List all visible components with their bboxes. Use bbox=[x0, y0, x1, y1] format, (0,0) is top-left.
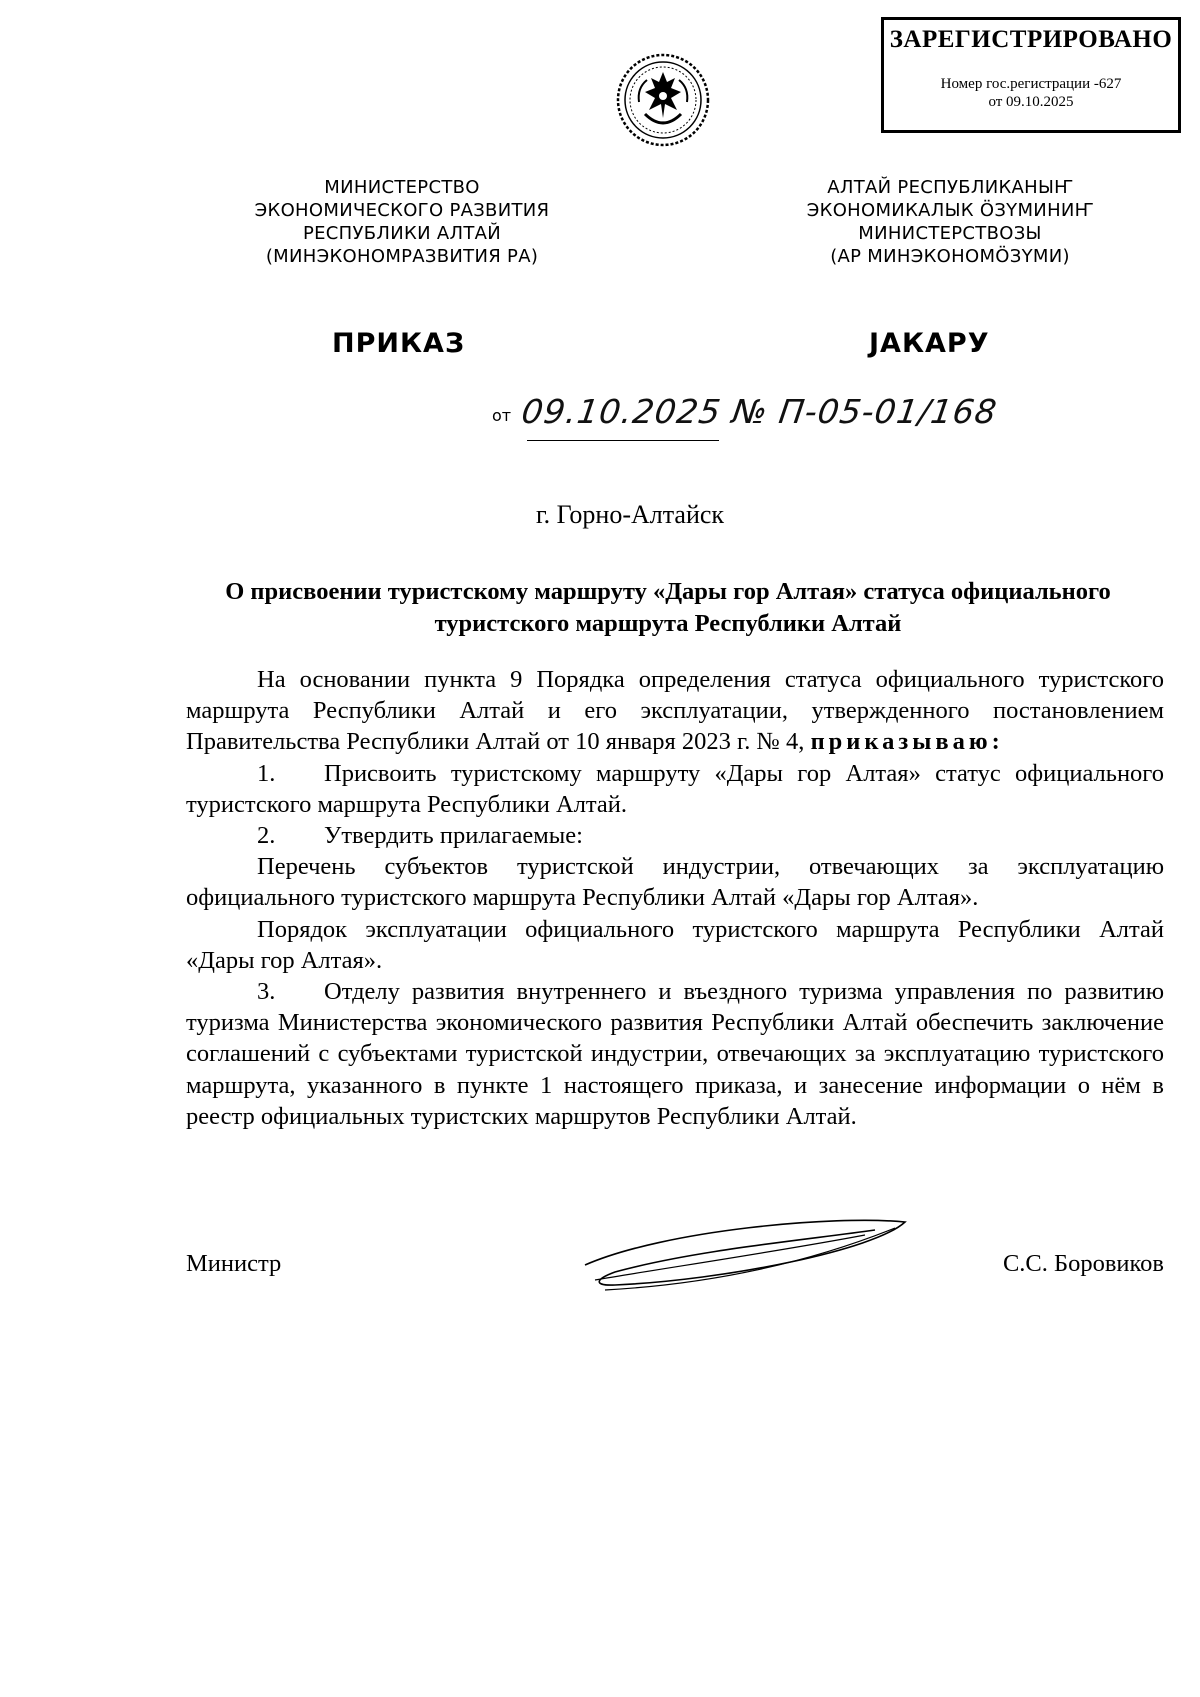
item-2-text: Утвердить прилагаемые: bbox=[324, 822, 583, 850]
registration-title: ЗАРЕГИСТРИРОВАНО bbox=[889, 26, 1173, 53]
order-date-number-handwritten: 09.10.2025 № П-05-01/168 bbox=[519, 392, 1000, 431]
item-1 bbox=[186, 758, 1164, 820]
item-3-text: Отделу развития внутреннего и въездного туризма управления по развитию туризма Министерства экономического развития Республики Алтай обеспечить заключение соглашений с субъектами туристской индустрии, отвечающих за эксплуатацию туристского маршрута, указанного в пункте 1 настоящего приказа, и занесение информации о нём в реестр официальных туристских маршрутов Республики Алтай. bbox=[186, 978, 1164, 1130]
intro-paragraph bbox=[186, 664, 1164, 758]
registration-stamp bbox=[881, 17, 1181, 133]
item-1-number: 1. bbox=[257, 759, 276, 787]
ministry-name-russian bbox=[200, 176, 604, 268]
org-left-line4: (МИНЭКОНОМРАЗВИТИЯ РА) bbox=[265, 246, 539, 267]
item-2-sub-1: Перечень субъектов туристской индустрии, отвечающих за эксплуатацию официального туристского маршрута Республики Алтай «Дары гор Алтая». bbox=[186, 853, 1164, 912]
order-heading-altai: JАКАРУ bbox=[869, 328, 990, 359]
item-2-number: 2. bbox=[257, 822, 276, 850]
registration-date: от 09.10.2025 bbox=[988, 94, 1074, 110]
order-date-underline bbox=[527, 440, 719, 441]
org-right-line2: ЭКОНОМИКАЛЫК ÖЗҮМИНИҤ bbox=[806, 200, 1094, 221]
registration-number: Номер гос.регистрации -627 bbox=[940, 76, 1122, 92]
intro-command: приказываю: bbox=[810, 728, 1004, 756]
document-title-line1: О присвоении туристскому маршруту «Дары гор Алтая» статуса официального bbox=[225, 578, 1111, 605]
item-3 bbox=[186, 976, 1164, 1132]
document-title bbox=[184, 576, 1152, 640]
ministry-name-altai bbox=[757, 176, 1143, 268]
org-right-line1: АЛТАЙ РЕСПУБЛИКАНЫҤ bbox=[827, 177, 1073, 198]
signer-name: С.С. Боровиков bbox=[1002, 1250, 1164, 1277]
org-left-line2: ЭКОНОМИЧЕСКОГО РАЗВИТИЯ bbox=[254, 200, 550, 221]
org-right-line4: (АР МИНЭКОНОМÖЗҮМИ) bbox=[830, 246, 1070, 267]
org-right-line3: МИНИСТЕРСТВОЗЫ bbox=[858, 223, 1042, 244]
item-2 bbox=[186, 820, 1164, 851]
document-title-line2: туристского маршрута Республики Алтай bbox=[434, 610, 902, 637]
item-3-number: 3. bbox=[257, 978, 276, 1006]
coat-of-arms-emblem bbox=[615, 52, 711, 148]
city-name: г. Горно-Алтайск bbox=[535, 500, 725, 529]
signer-position: Министр bbox=[186, 1250, 282, 1277]
org-left-line3: РЕСПУБЛИКИ АЛТАЙ bbox=[302, 223, 502, 244]
intro-text: На основании пункта 9 Порядка определения статуса официального туристского маршрута Республики Алтай и его эксплуатации, утвержденного постановлением Правительства Республики Алтай от 10 января 2023 г. № 4, bbox=[186, 666, 1164, 756]
handwritten-signature bbox=[575, 1210, 915, 1302]
order-heading-russian: ПРИКАЗ bbox=[332, 328, 466, 359]
item-2-sub-2: Порядок эксплуатации официального туристского маршрута Республики Алтай «Дары гор Алтая». bbox=[186, 915, 1164, 974]
document-body bbox=[186, 664, 1164, 1132]
item-1-text: Присвоить туристскому маршруту «Дары гор Алтая» статус официального туристского маршрута Республики Алтай. bbox=[186, 759, 1164, 818]
org-left-line1: МИНИСТЕРСТВО bbox=[324, 177, 480, 198]
order-from-label: от bbox=[492, 406, 512, 425]
